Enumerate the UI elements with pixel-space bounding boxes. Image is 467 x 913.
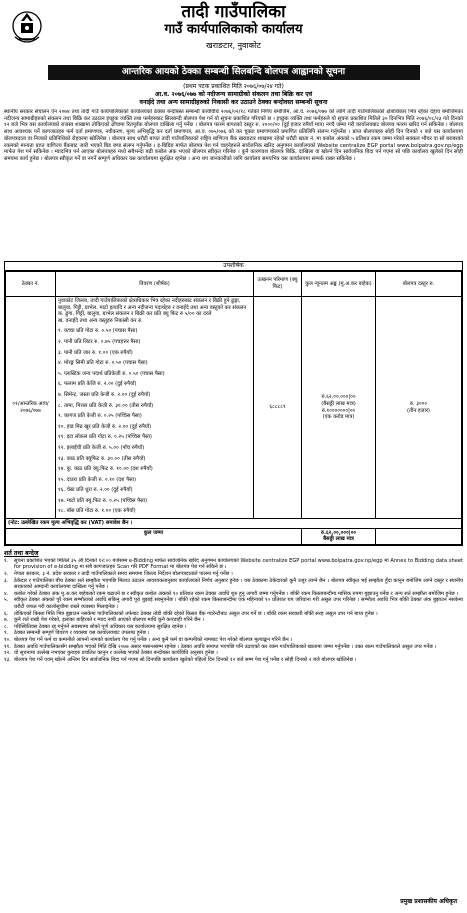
condition-number: ५. bbox=[4, 597, 9, 604]
quantity-value: ६८८८८९ bbox=[254, 297, 302, 519]
description-other-note: ख. वनाईदे तथा अन्य वस्तुहरु निकासी कर रु. bbox=[58, 317, 143, 324]
condition-item bbox=[4, 657, 463, 664]
condition-number: १२. bbox=[4, 650, 11, 657]
total-amount: रु.६२,००,०००|०० bbox=[320, 529, 357, 536]
condition-text: बोलपत्र पेश गर्ने एवम् खोल्ने अन्तिम दिन सार्वजनिक बिदा पर्न गएमा सो दिनपछि कार्यालय खुलेको पहिलो दिन दिनको १२ बजे सम्म पेश गर्नु पर्नेछ र सोही दिनको २ बजे बोलपत्र खोलिनेछ । bbox=[14, 656, 357, 663]
description-rate-note: क. ढुंगा, गिट्टी, बालुवा, ग्राभेल संकलन र बिक्री कर प्रति क्यु फिट रु ५/०० का दरले bbox=[58, 311, 212, 318]
first-publish-date: (प्रथम पटक प्रकाशित मिति २०७६/०७/२४ गते) bbox=[183, 83, 284, 90]
total-words: बैसठ्ठी लाख मात्र bbox=[323, 536, 354, 543]
notice-page bbox=[4, 3, 463, 907]
condition-number: ३. bbox=[4, 577, 9, 584]
condition-text: नेपाल सरकार, ३ नं. प्रदेश सरकार र तादी गाउँपालिकाले समय समयमा जिल्ला निर्देशन बोलपत्रदाताले पालना गर्नु पर्नेछ । bbox=[14, 571, 233, 578]
list-item: ८. तामा, पित्तल प्रति केजी रु. ३०.०० (तीस रुपैयाँ) bbox=[58, 402, 154, 409]
condition-item bbox=[4, 637, 463, 644]
subheading-line-1: आ.व. २०७६/०७७ को नदीजन्य सामाग्रीको संकलन तथा बिक्रि कर एवं bbox=[154, 91, 313, 98]
condition-item bbox=[4, 571, 463, 578]
office-name: गाउँ कार्यपालिकाको कार्यालय bbox=[164, 22, 303, 37]
condition-item bbox=[4, 650, 463, 657]
col-header-description: विवरण (शीर्षक) bbox=[56, 272, 254, 297]
conditions-title: शर्त तथा बन्देज bbox=[4, 549, 39, 557]
condition-text: ठेक्का अवधि गाउँपालिकासँग सम्झौता भएको मिति देखि २०७७ असार मसान्तसम्म रहनेछ । ठेक्का अवधि समाप्त भएपछि पनि उठाएको कर रकम गाउँपालिकाको खातामा जम्मा गर्नुपर्नेछ । उक्त रकम गाउँपालिकाले असुल उपर गर्नेछ । bbox=[14, 643, 437, 650]
col-header-min-amount: कुल न्यूनतम अङ्क (मु.अ.कर बाहेक) bbox=[302, 272, 376, 297]
list-item: ९. कागज प्रति केजी रु. ०.२५ (पच्चिस पैसा) bbox=[58, 413, 142, 420]
item-list bbox=[58, 326, 251, 517]
list-item: १४. कु. काठ प्रति क्यु.फिट रु. १०.०० (दश रुपैयाँ) bbox=[58, 466, 153, 473]
condition-number: ८. bbox=[4, 623, 9, 630]
list-item: १५. दाउरा प्रति केजी रु. ०.१० (दश पैसा) bbox=[58, 476, 137, 483]
contract-table bbox=[4, 261, 463, 546]
condition-text: यो सूचनामा उल्लेख नभएका कुराहरु प्रचलित कानुन र उल्लेख भएको ठेक्का बन्दोबस्त कार्यविधि अनुसार हुनेछ । bbox=[14, 650, 218, 657]
intro-paragraph: स्थानीय सरकार संचालन ऐन २०७४ तथा तादी गाउँ कार्यपालिकाको कार्यालयको ठेक्का बन्दोबस्त सम्बन्धी कार्यविधि २०७६/०२/१८ गतेको निर्णय बमोजिम, आ.व. २०७६/०७७ को लागि तादी गाउँपालिकाको क्षेत्राधिकार भित्र रहेका देहाय बमोजिमका नदीजन्य सामाग्रीहरुको संकलन तथा बिक्रि कर उठाउन इच्छुक व्यक्ति तथा फर्महरुबाट सिलबन्दी बोलपत्र पेश गर्न यो सूचना प्रकाशित गरिएको छ । इच्छुक व्यक्ति तथा फर्महरुले यो सूचना प्रकाशित मितिले ३० दिनभित्र मिति २०७६/०८/२३ गते दिनको १२ बजे भित्र यस कार्यालयको राजस्व शाखामा तोकिएको ढाँचामा रितपूर्वक बोलपत्र दाखिला गर्नु पर्नेछ । बोलपत्र फारम बापतको दस्तुर रु. २०००/०० (दुई हजार रुपैयाँ मात्र) नगदै जम्मा गरी कार्यालयबाट बोलपत्र फारम खरिद गर्न सकिनेछ । बोलपत्र साथ आवश्यक पर्ने कागजातहरु फर्म दर्ता प्रमाणपत्र, नवीकरण, मूल्य अभिबृद्धि कर दर्ता प्रमाणपत्र, आ.व. ०७५/०७६ को कर चुक्ता प्रमाणपत्रको प्रमाणित प्रतिलिपि संलग्न गर्नुपर्नेछ । प्राप्त बोलपत्रहरु सोही दिन दिनको २ बजे यस कार्यालयमा बोलपत्रदाता वा निजको प्रतिनिधिको रोहवरमा खोलिनेछ । बोलपत्र साथ धरौटी बापत तादी गाउँपालिकाको राष्ट्रिय बाणिज्य बैंक खराङटार शाखामा रहेको धरौटी खाता नं. मा कबोल अंकको ५ प्रतिशत रकम जम्मा गरेको सक्कल भौचर वा सो बराबरको रकमको मान्यता प्राप्त वाणिज्य बैंकबाट जारी भएको बिड बण्ड संलग्न गर्नुपर्नेछ । इ-बिडिङ मार्फत बोलपत्र पेश गर्न चाहनेहरुले सार्वजनिक खरिद अनुगमन कार्यालयको Website centralize EGP portal www.bolpatra.gov.np/egp मार्फत पेश गर्न सकिनेछ । म्यादभित्र पर्न आएका बोलपत्रहरु मध्ये सबैभन्दा बढी कबोल अंक भएको बोलपत्र स्वीकृत गरिनेछ । कुनै कारणवश बोलपत्र बिक्रि, दाखिला वा खोल्ने दिन सार्वजनिक बिदा पर्न गएमा सो पछि कार्यालय खुलेको दिन सोही समयमा कार्य हुनेछ । बोलपत्र स्वीकृत गर्ने वा नगर्ने सम्पूर्ण अधिकार यस कार्यालयमा सुरक्षित रहनेछ । अन्य थप जानकारीको लागि कार्यालय समयभित्र यस कार्यालयमा सम्पर्क राख्न सकिनेछ । bbox=[4, 109, 463, 162]
list-item: ११. इटा लोकल प्रति गोटा रु. ०.२५ (पच्चिस पैसा) bbox=[58, 434, 152, 441]
condition-number: १३. bbox=[4, 656, 11, 663]
list-item: १२. इलाईची प्रति केजी रु. ५.०० (पाँच रुपैयाँ) bbox=[58, 444, 145, 451]
col-header-contract-no: ठेक्का नं. bbox=[6, 272, 56, 297]
list-item: १८. बाँस प्रति गोटा रु. १.०० (एक रुपैयाँ) bbox=[58, 508, 136, 515]
condition-item bbox=[4, 617, 463, 624]
signature: प्रमुख प्रशासकीय अधिकृत bbox=[400, 898, 457, 905]
fee-cell bbox=[376, 297, 462, 519]
condition-text: परिस्थितिवस ठेक्का रद्द गर्नुपर्ने अवस्थामा सोको पूर्ण अधिकार यस कार्यालयमा सुरक्षित रहनेछ । bbox=[14, 623, 187, 630]
list-item: ३. पानी प्रति जार रु. १.०० (एक रुपैयाँ) bbox=[58, 349, 133, 356]
condition-text: बोलपत्र पेश गर्ने फर्म वा कम्पनीले आफ्नो नामको कार्यालय पेश गर्नु पर्नेछ । अन्य कुनै फर्म वा कम्पनीको नामबाट पेश गरेको बोलपत्र मूल्याङ्कन गरिने छैन । bbox=[14, 636, 293, 643]
condition-text: कुनै शर्त राखी पेश गरेको, इलाका बाहिरको र म्याद नाघी आएको बोलपत्र माथि कुनै कारवाही गरिने छैन । bbox=[14, 617, 205, 624]
notice-title: आन्तरिक आयको ठेक्का सम्बन्धी सिलबन्दि बोलपत्र आह्वानको सूचना bbox=[48, 65, 420, 80]
list-item: १. कच्चा प्रति गोटा रु. ०.५० (पचास पैसा) bbox=[58, 328, 138, 335]
min-amount-value-2: रु.१०००००००|०० bbox=[321, 407, 356, 414]
list-item: ६. फलाम प्रति केजि रु. २.०० (दुई रुपैयाँ) bbox=[58, 381, 137, 388]
table-caption: उपशीर्षक bbox=[5, 262, 462, 271]
condition-text: स्वीकृत ठेक्का अंकको पुरै रकम सम्भौताको अवधि सकिनु अगावै पूरा बुझाई सक्नुपर्नेछ । बाँकी रहेको रकम किस्ताबन्दीमा एक महिनाको १० प्रतिशत थप जरिवाना गरी असुल उपर गरिनेछ । सम्भौता अवधि भित्र बाँकी ठेक्का अंक बुझाउन नसकेमा धरौटी जफत गरी कालोसूचीमा राख्ने व्यवस्था मिलाइनेछ । bbox=[14, 597, 463, 610]
total-empty-cell bbox=[376, 528, 462, 544]
total-label: कुल जम्मा bbox=[6, 528, 302, 544]
subheading-line-2: वनाईदे तथा अन्य सामाग्रीहरुको निकासी कर उठाउने ठेक्का बन्दोवस्त सम्बन्धी सूचना bbox=[139, 99, 328, 106]
condition-number: ९. bbox=[4, 630, 9, 637]
condition-item bbox=[4, 630, 463, 637]
min-amount-words: (बैसठ्ठी लाख मात्र) bbox=[321, 400, 356, 407]
condition-text: ठेक्का सम्बन्धी सम्पूर्ण विवरण र व्यवस्था यस कार्यालयबाट उपलब्ध हुनेछ । bbox=[14, 630, 150, 637]
condition-number: १०. bbox=[4, 636, 11, 643]
list-item: ५. प्लास्टिक जन्य पदार्थ प्रतिकेजी रु. ०.५० (पचास पैसा) bbox=[58, 370, 165, 377]
condition-number: ७. bbox=[4, 617, 9, 624]
condition-text: तोकिएको किस्ता मिति भित्र बुझाउन नसकेमा गाउँपालिकाको तर्फबाट ठेक्का तोडी बाँकी रहेको किस्ता बैंक ग्यारेन्टीबाट असुल उपर गर्ने छ । बाँकी रकम सरकारी बाँकी सरह असुल उपर गर्न बाध्य हुनेछ । bbox=[14, 610, 378, 617]
table-row bbox=[6, 297, 462, 519]
contract-number: ०१/आन्तरिक आय/२०७६/०७७ bbox=[6, 297, 56, 519]
notice-header bbox=[4, 3, 463, 63]
vat-note-row bbox=[6, 519, 462, 529]
min-amount-words-2: (एक करोड मात्र) bbox=[322, 414, 355, 421]
total-amount-cell bbox=[302, 528, 376, 544]
list-item: २. पानी प्रति लिटर रु. ०.७५ (पचहत्तर पैसा) bbox=[58, 338, 141, 345]
condition-text: ठेकेदार र गाउँपालिका बीच ठेक्का सर्त सम्झौता भएपछि मिलाउ उठाउन आवश्यकतानुसार कार्यालयको निर्णय अनुसार हुनेछ । यस ठेक्कामा ठेकेदारको कुनै उजुर लाग्ने छैन । बोलपत्र स्वीकृत भई सम्झौता हुँदा कानुन बमोजिम लाग्ने दस्तुर र स्थानीय सरकारको आम्दानी कार्यालयमा दाखिला गर्नु पर्नेछ । bbox=[14, 577, 463, 591]
min-amount-value: रु.६२,००,०००|०० bbox=[321, 394, 356, 401]
total-row bbox=[6, 528, 462, 544]
list-item: १७. माटो प्रति क्यु.फिट रु. ०.२५ (पच्चिस पैसा) bbox=[58, 497, 148, 504]
condition-text: कबोल गरेको ठेक्का अंक मु.अ.कर बाहेकको रकम बढाउने छ र स्वीकृत कबोल अंकको १० प्रतिशत रकम ठेक्का अवधि शुरु हुनु अगावै जम्मा गर्नुपर्नेछ । बाँकी रकम किस्ताबन्दीमा मासिक रुपमा बुझाउनु पर्नेछ र अन्य सर्त सम्झौता बमोजिम हुनेछ । bbox=[14, 590, 459, 597]
description-intro: नुवाकोट जिल्ला, तादी गाउँपालिकाको क्षेत्राधिकार भित्र रहेका नदीहरुबाट संकलन र बिक्री हुने ढुङ्गा, बालुवा, गिट्टी, ग्राभेल, माटो इत्यादि र अन्य नदीजन्य पदार्थहरु र वनाईदे तथा अन्य वस्तुको कर संकलन bbox=[58, 298, 247, 311]
col-header-fee: बोलपत्र दस्तुर रु. bbox=[376, 272, 462, 297]
list-item: १३. काठ प्रति क्युफिट रु. ३०.०० (तीस रुपैयाँ) bbox=[58, 455, 146, 462]
fee-words: (तीन हजार) bbox=[407, 407, 430, 414]
condition-number: ४. bbox=[4, 590, 9, 597]
col-header-quantity: उत्खनन परिमाण (क्यु फिट) bbox=[254, 272, 302, 297]
nepal-emblem-icon bbox=[10, 7, 44, 49]
municipality-name: तादी गाउँपालिका bbox=[181, 2, 286, 22]
condition-number: ६. bbox=[4, 610, 9, 617]
list-item: १६. चेस्ट प्रति धुरा रु. २.०० (दुई रुपैयाँ) bbox=[58, 487, 133, 494]
vat-note: (नोट: उल्लेखित रकम मूल्य अभिवृद्धि कर (VAT) समावेश छैन । bbox=[6, 519, 462, 529]
office-address: खराङटार, नुवाकोट bbox=[206, 41, 261, 50]
condition-number: २. bbox=[4, 571, 9, 578]
condition-item bbox=[4, 578, 463, 591]
contract-description bbox=[56, 297, 254, 519]
condition-item bbox=[4, 597, 463, 610]
list-item: १०. हाड मिढ खुर प्रति केजी रु. २.०० (दुई रुपैयाँ) bbox=[58, 423, 152, 430]
fee-value: रु. ३००० bbox=[409, 400, 428, 407]
condition-number: ११. bbox=[4, 643, 11, 650]
list-item: ४. मोरङ्ग सिमी प्रति गोटा रु. ०.५० (पचास पैसा) bbox=[58, 360, 148, 367]
condition-number: १. bbox=[4, 557, 9, 564]
conditions-list bbox=[4, 558, 463, 794]
condition-item bbox=[4, 558, 463, 571]
min-amount-cell bbox=[302, 297, 376, 519]
condition-text: सूचना प्रकाशित भएको मितिले ३५ औं दिनको १२:०० बजेसम्म e-Bidding मार्फत सार्वजनिक खरिद अनुगमन कार्यालयको Website centralize EGP portal www.bolpatra.gov.np/egp मा Annex to Bidding data sheet for provision of e-bidding मा सबै कागजातहरु Scan गरि PDF Format मा बोलपत्र पेश गर्न सकिने छ । bbox=[14, 557, 463, 571]
list-item: ७. सिमेन्ट, जस्ता प्रति केजी रु. २.०० (दुई रुपैयाँ) bbox=[58, 391, 151, 398]
